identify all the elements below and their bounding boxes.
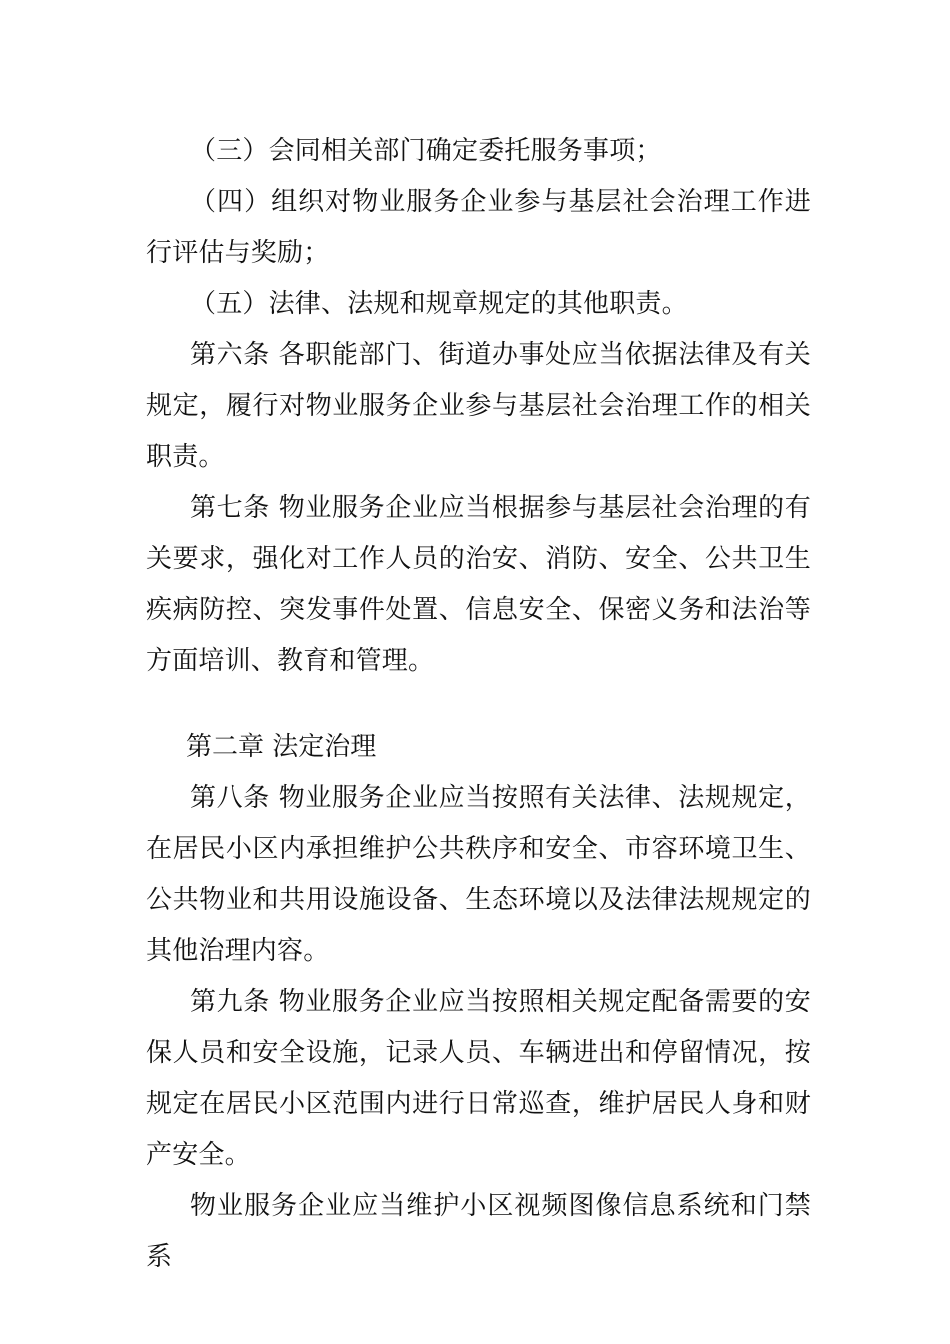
article-9-continuation: 物业服务企业应当维护小区视频图像信息系统和门禁系 bbox=[146, 1191, 811, 1272]
chapter-heading: 第二章 法定治理 bbox=[186, 732, 377, 762]
article-8: 第八条 物业服务企业应当按照有关法律、法规规定，在居民小区内承担维护公共秩序和安全、市容环境卫生、公共物业和共用设施设备、生态环境以及法律法规规定的其他治理内容。 bbox=[146, 783, 811, 966]
article-7: 第七条 物业服务企业应当根据参与基层社会治理的有关要求，强化对工作人员的治安、消防、安全、公共卫生疾病防控、突发事件处置、信息安全、保密义务和法治等方面培训、教育和管理。 bbox=[146, 493, 811, 676]
article-6: 第六条 各职能部门、街道办事处应当依据法律及有关规定，履行对物业服务企业参与基层社会治理工作的相关职责。 bbox=[146, 340, 811, 472]
paragraph-item-3: （三）会同相关部门确定委托服务事项； bbox=[190, 136, 662, 166]
paragraph-item-5: （五）法律、法规和规章规定的其他职责。 bbox=[190, 289, 688, 319]
article-9: 第九条 物业服务企业应当按照相关规定配备需要的安保人员和安全设施，记录人员、车辆进出和停留情况，按规定在居民小区范围内进行日常巡查，维护居民人身和财产安全。 bbox=[146, 987, 811, 1170]
paragraph-item-4: （四）组织对物业服务企业参与基层社会治理工作进行评估与奖励； bbox=[146, 187, 811, 268]
